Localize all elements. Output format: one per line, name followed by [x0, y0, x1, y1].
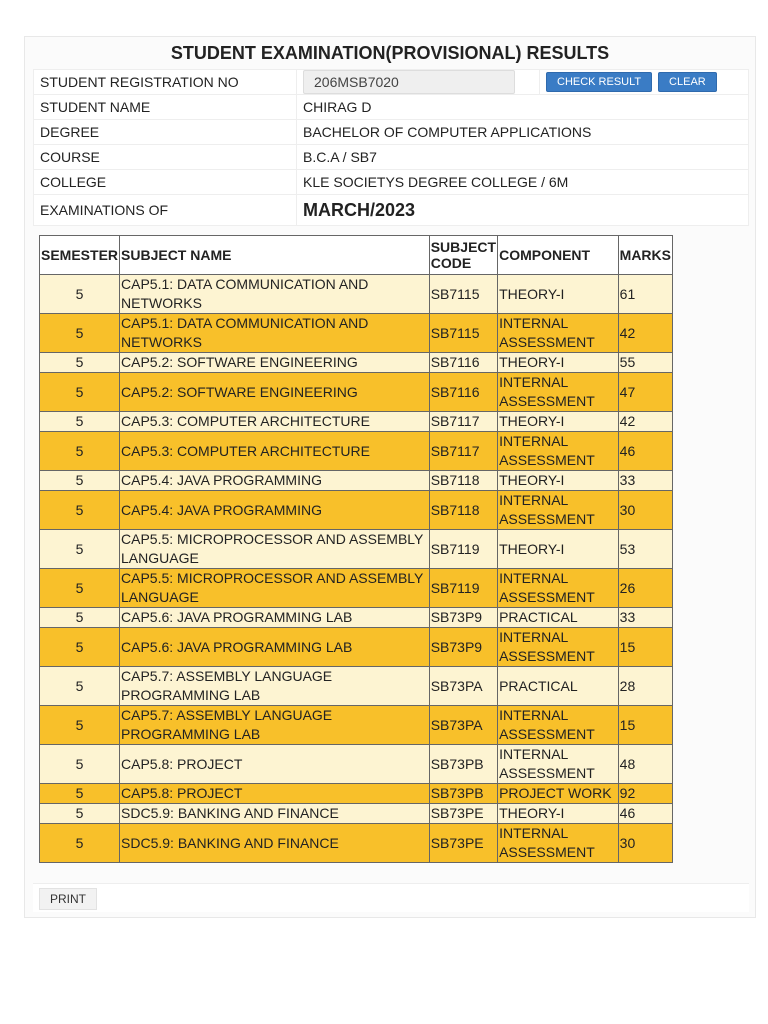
marks-cell: 46 [618, 804, 672, 824]
marks-cell: 15 [618, 706, 672, 745]
marks-cell: 42 [618, 314, 672, 353]
subject-cell: CAP5.5: MICROPROCESSOR AND ASSEMBLY LANGUAGE [120, 569, 430, 608]
marks-cell: 26 [618, 569, 672, 608]
semester-cell: 5 [40, 412, 120, 432]
component-cell: INTERNAL ASSESSMENT [498, 824, 619, 863]
college-label: COLLEGE [34, 170, 297, 195]
subject-cell: CAP5.8: PROJECT [120, 784, 430, 804]
header-component: COMPONENT [498, 236, 619, 275]
semester-cell: 5 [40, 373, 120, 412]
name-label: STUDENT NAME [34, 95, 297, 120]
subject-cell: CAP5.4: JAVA PROGRAMMING [120, 491, 430, 530]
subject-cell: SDC5.9: BANKING AND FINANCE [120, 804, 430, 824]
degree-value: BACHELOR OF COMPUTER APPLICATIONS [297, 120, 749, 145]
name-value: CHIRAG D [297, 95, 749, 120]
semester-cell: 5 [40, 569, 120, 608]
semester-cell: 5 [40, 314, 120, 353]
subject-cell: CAP5.1: DATA COMMUNICATION AND NETWORKS [120, 275, 430, 314]
subject-cell: CAP5.6: JAVA PROGRAMMING LAB [120, 628, 430, 667]
subject-cell: SDC5.9: BANKING AND FINANCE [120, 824, 430, 863]
code-cell: SB7119 [429, 530, 497, 569]
course-value: B.C.A / SB7 [297, 145, 749, 170]
code-cell: SB73PB [429, 784, 497, 804]
semester-cell: 5 [40, 608, 120, 628]
semester-cell: 5 [40, 745, 120, 784]
component-cell: INTERNAL ASSESSMENT [498, 745, 619, 784]
component-cell: PRACTICAL [498, 667, 619, 706]
marks-cell: 92 [618, 784, 672, 804]
table-row [40, 667, 673, 706]
table-row [40, 784, 673, 804]
table-row [40, 824, 673, 863]
table-row [40, 745, 673, 784]
header-semester: SEMESTER [40, 236, 120, 275]
semester-cell: 5 [40, 275, 120, 314]
college-value: KLE SOCIETYS DEGREE COLLEGE / 6M [297, 170, 749, 195]
code-cell: SB73PA [429, 706, 497, 745]
semester-cell: 5 [40, 667, 120, 706]
marks-cell: 55 [618, 353, 672, 373]
results-table [39, 235, 673, 863]
table-row [40, 432, 673, 471]
results-panel [24, 36, 756, 918]
print-bar [33, 883, 749, 912]
page-title: STUDENT EXAMINATION(PROVISIONAL) RESULTS [170, 43, 610, 63]
marks-cell: 33 [618, 471, 672, 491]
results-body [40, 275, 673, 863]
subject-cell: CAP5.3: COMPUTER ARCHITECTURE [120, 432, 430, 471]
component-cell: INTERNAL ASSESSMENT [498, 569, 619, 608]
marks-cell: 30 [618, 824, 672, 863]
degree-label: DEGREE [34, 120, 297, 145]
header-subject-name: SUBJECT NAME [120, 236, 430, 275]
table-row [40, 706, 673, 745]
component-cell: INTERNAL ASSESSMENT [498, 628, 619, 667]
marks-cell: 53 [618, 530, 672, 569]
component-cell: PROJECT WORK [498, 784, 619, 804]
print-button[interactable]: PRINT [39, 888, 97, 910]
marks-cell: 48 [618, 745, 672, 784]
component-cell: PRACTICAL [498, 608, 619, 628]
code-cell: SB73PB [429, 745, 497, 784]
marks-cell: 61 [618, 275, 672, 314]
code-cell: SB7116 [429, 373, 497, 412]
marks-cell: 30 [618, 491, 672, 530]
table-row [40, 804, 673, 824]
semester-cell: 5 [40, 530, 120, 569]
component-cell: THEORY-I [498, 275, 619, 314]
marks-cell: 47 [618, 373, 672, 412]
semester-cell: 5 [40, 824, 120, 863]
code-cell: SB73PA [429, 667, 497, 706]
subject-cell: CAP5.6: JAVA PROGRAMMING LAB [120, 608, 430, 628]
reg-label: STUDENT REGISTRATION NO [34, 70, 297, 95]
semester-cell: 5 [40, 804, 120, 824]
subject-cell: CAP5.5: MICROPROCESSOR AND ASSEMBLY LANGUAGE [120, 530, 430, 569]
code-cell: SB73PE [429, 824, 497, 863]
component-cell: THEORY-I [498, 353, 619, 373]
exam-value: MARCH/2023 [297, 195, 749, 226]
semester-cell: 5 [40, 784, 120, 804]
code-cell: SB7118 [429, 471, 497, 491]
component-cell: INTERNAL ASSESSMENT [498, 432, 619, 471]
header-marks: MARKS [618, 236, 672, 275]
semester-cell: 5 [40, 432, 120, 471]
table-row [40, 569, 673, 608]
table-row [40, 353, 673, 373]
table-row [40, 471, 673, 491]
table-row [40, 275, 673, 314]
marks-cell: 28 [618, 667, 672, 706]
code-cell: SB73P9 [429, 628, 497, 667]
clear-button[interactable]: CLEAR [658, 72, 717, 92]
marks-cell: 46 [618, 432, 672, 471]
component-cell: INTERNAL ASSESSMENT [498, 373, 619, 412]
code-cell: SB7115 [429, 275, 497, 314]
code-cell: SB7118 [429, 491, 497, 530]
subject-cell: CAP5.3: COMPUTER ARCHITECTURE [120, 412, 430, 432]
semester-cell: 5 [40, 471, 120, 491]
check-result-button[interactable]: CHECK RESULT [546, 72, 652, 92]
table-row [40, 412, 673, 432]
component-cell: INTERNAL ASSESSMENT [498, 706, 619, 745]
marks-cell: 33 [618, 608, 672, 628]
semester-cell: 5 [40, 353, 120, 373]
course-label: COURSE [34, 145, 297, 170]
code-cell: SB7119 [429, 569, 497, 608]
semester-cell: 5 [40, 706, 120, 745]
component-cell: THEORY-I [498, 804, 619, 824]
subject-cell: CAP5.2: SOFTWARE ENGINEERING [120, 353, 430, 373]
code-cell: SB7115 [429, 314, 497, 353]
component-cell: THEORY-I [498, 412, 619, 432]
code-cell: SB7117 [429, 412, 497, 432]
table-row [40, 373, 673, 412]
component-cell: INTERNAL ASSESSMENT [498, 314, 619, 353]
semester-cell: 5 [40, 628, 120, 667]
exam-label: EXAMINATIONS OF [34, 195, 297, 226]
code-cell: SB73PE [429, 804, 497, 824]
semester-cell: 5 [40, 491, 120, 530]
component-cell: THEORY-I [498, 530, 619, 569]
subject-cell: CAP5.4: JAVA PROGRAMMING [120, 471, 430, 491]
subject-cell: CAP5.8: PROJECT [120, 745, 430, 784]
table-row [40, 314, 673, 353]
code-cell: SB73P9 [429, 608, 497, 628]
student-info-table [33, 69, 749, 226]
subject-cell: CAP5.7: ASSEMBLY LANGUAGE PROGRAMMING LAB [120, 667, 430, 706]
component-cell: THEORY-I [498, 471, 619, 491]
table-row [40, 530, 673, 569]
marks-cell: 15 [618, 628, 672, 667]
table-row [40, 628, 673, 667]
subject-cell: CAP5.2: SOFTWARE ENGINEERING [120, 373, 430, 412]
subject-cell: CAP5.7: ASSEMBLY LANGUAGE PROGRAMMING LAB [120, 706, 430, 745]
code-cell: SB7117 [429, 432, 497, 471]
registration-input[interactable]: 206MSB7020 [303, 70, 515, 94]
component-cell: INTERNAL ASSESSMENT [498, 491, 619, 530]
header-subject-code: SUBJECT CODE [429, 236, 497, 275]
table-row [40, 491, 673, 530]
table-row [40, 608, 673, 628]
marks-cell: 42 [618, 412, 672, 432]
code-cell: SB7116 [429, 353, 497, 373]
subject-cell: CAP5.1: DATA COMMUNICATION AND NETWORKS [120, 314, 430, 353]
